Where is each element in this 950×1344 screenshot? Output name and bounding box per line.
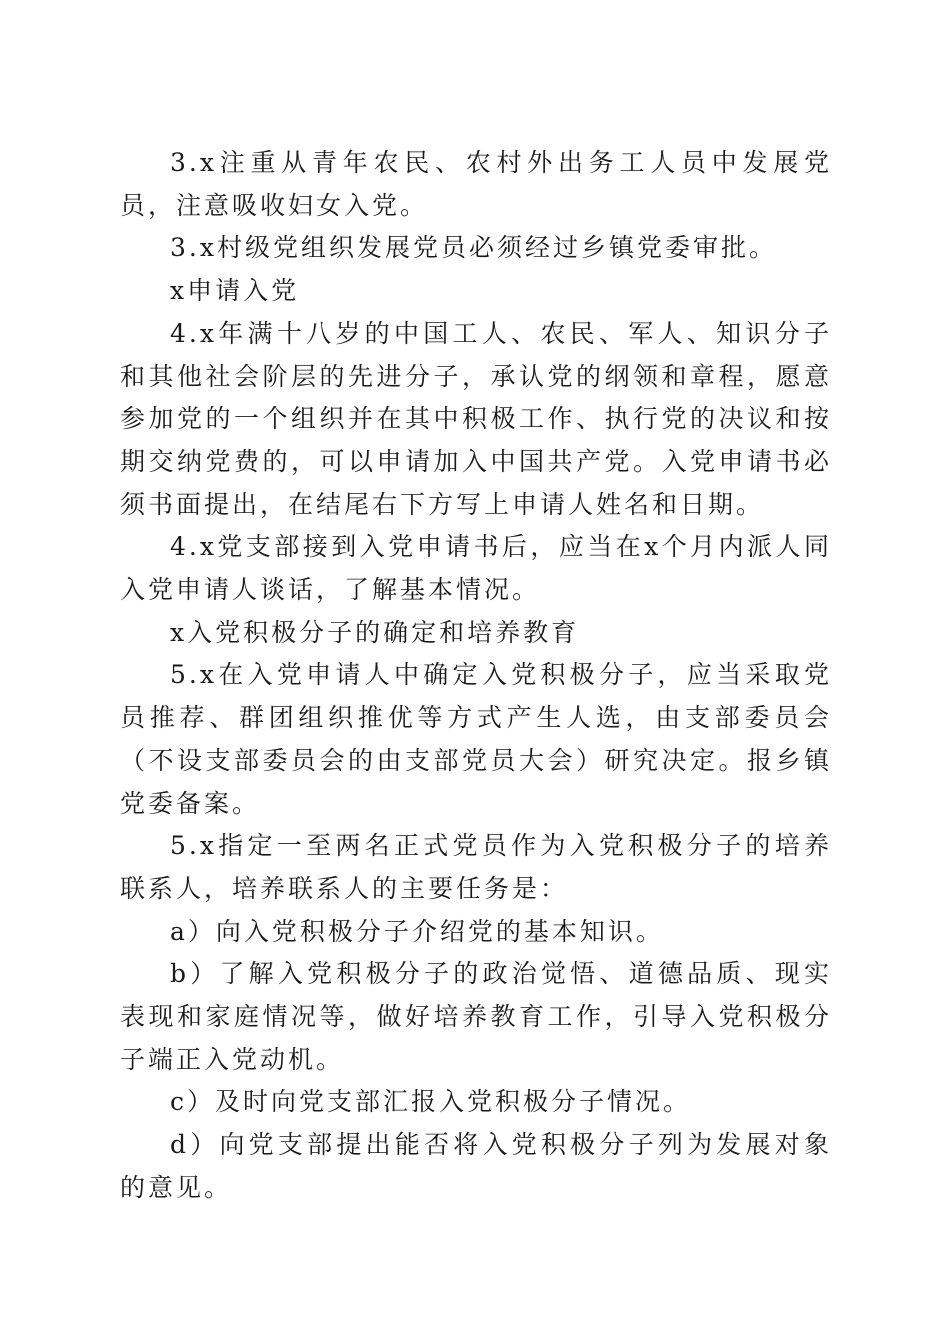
list-item: d）向党支部提出能否将入党积极分子列为发展对象的意见。: [120, 1130, 832, 1202]
list-item: c）及时向党支部汇报入党积极分子情况。: [170, 1087, 692, 1117]
section-heading: x申请入党: [170, 276, 300, 306]
paragraph: 4.x党支部接到入党申请书后，应当在x个月内派人同入党申请人谈话，了解基本情况。: [120, 532, 832, 605]
section-heading: x入党积极分子的确定和培养教育: [170, 617, 580, 647]
list-item: b）了解入党积极分子的政治觉悟、道德品质、现实表现和家庭情况等，做好培养教育工作，引导入党积极分子端正入党动机。: [120, 959, 832, 1074]
paragraph: 5.x在入党申请人中确定入党积极分子，应当采取党员推荐、群团组织推优等方式产生人选，由支部委员会（不设支部委员会的由支部党员大会）研究决定。报乡镇党委备案。: [120, 660, 832, 818]
paragraph: 3.x村级党组织发展党员必须经过乡镇党委审批。: [170, 233, 777, 263]
document-body: [120, 142, 832, 1210]
paragraph: 3.x注重从青年农民、农村外出务工人员中发展党员，注意吸收妇女入党。: [120, 148, 832, 220]
paragraph: 4.x年满十八岁的中国工人、农民、军人、知识分子和其他社会阶层的先进分子，承认党的纲领和章程，愿意参加党的一个组织并在其中积极工作、执行党的决议和按期交纳党费的，可以申请加入中国共产党。入党申请书必须书面提出，在结尾右下方写上申请人姓名和日期。: [120, 318, 832, 519]
list-item: a）向入党积极分子介绍党的基本知识。: [170, 916, 664, 946]
paragraph: 5.x指定一至两名正式党员作为入党积极分子的培养联系人，培养联系人的主要任务是：: [120, 831, 832, 903]
